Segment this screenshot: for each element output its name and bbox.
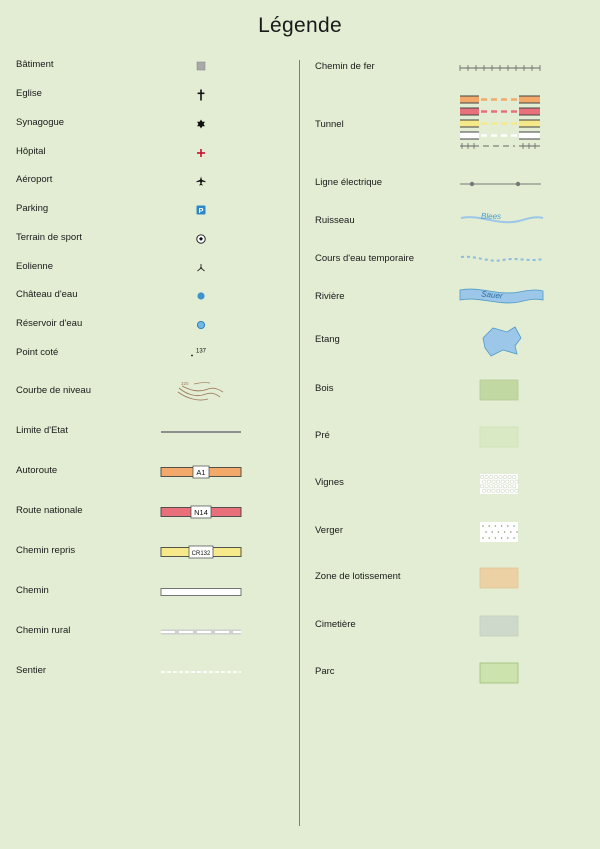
legend-label: Autoroute xyxy=(16,465,58,476)
legend-row xyxy=(0,261,600,272)
legend-row xyxy=(0,571,600,582)
contour-line-icon xyxy=(176,380,226,402)
residential-area xyxy=(479,567,521,589)
cemetery-area xyxy=(479,615,521,637)
legend-label: Chemin de fer xyxy=(315,61,375,72)
legend-title: Légende xyxy=(258,14,342,37)
legend-label: Synagogue xyxy=(16,117,65,128)
legend-row xyxy=(0,585,600,596)
legend-row xyxy=(0,545,600,557)
svg-text:CR132: CR132 xyxy=(191,550,211,557)
legend-row xyxy=(0,619,600,630)
vineyard-area xyxy=(479,473,521,495)
intermittent-stream-line xyxy=(459,254,545,266)
legend-label: Ligne électrique xyxy=(315,177,383,188)
legend-label: Vignes xyxy=(315,477,344,488)
rural-road-line xyxy=(160,628,242,636)
power-line xyxy=(459,180,543,188)
legend-label: Bois xyxy=(315,383,334,394)
legend-label: Ruisseau xyxy=(315,215,355,226)
legend-label: Parc xyxy=(315,666,335,677)
legend-label: Limite d'Etat xyxy=(16,425,68,436)
legend-row xyxy=(0,232,600,243)
meadow-area xyxy=(479,426,521,448)
legend-label: Sentier xyxy=(16,665,47,676)
legend-label: Château d'eau xyxy=(16,289,78,300)
church-icon xyxy=(196,89,206,101)
water-reservoir-icon xyxy=(196,320,206,330)
legend-label: Rivière xyxy=(315,291,345,302)
legend-row xyxy=(0,505,600,517)
national-road-line xyxy=(160,505,242,519)
orchard-area xyxy=(479,521,521,543)
park-area xyxy=(479,662,521,684)
water-tower-icon xyxy=(196,291,206,301)
legend-label: Courbe de niveau xyxy=(16,385,91,396)
legend-row xyxy=(0,334,600,345)
svg-text:Blees: Blees xyxy=(481,212,502,221)
railway-line xyxy=(459,65,543,71)
svg-text:Sauer: Sauer xyxy=(480,289,504,301)
legend-label: Terrain de sport xyxy=(16,232,83,243)
legend-label: Chemin rural xyxy=(16,625,71,636)
legend-row xyxy=(0,253,600,264)
legend-row xyxy=(0,212,600,226)
legend-label: Route nationale xyxy=(16,505,83,516)
state-border-line xyxy=(160,430,242,434)
spot-height-icon xyxy=(190,348,212,358)
svg-text:N14: N14 xyxy=(194,507,208,517)
forest-area xyxy=(479,379,521,401)
synagogue-icon xyxy=(196,119,206,129)
legend-row xyxy=(0,477,600,488)
legend-label: Parking xyxy=(16,203,49,214)
wind-turbine-icon xyxy=(196,263,206,273)
road-line xyxy=(160,587,242,597)
tunnel-lines xyxy=(459,94,543,158)
legend-label: Cours d'eau temporaire xyxy=(315,253,414,264)
legend-label: Eglise xyxy=(16,88,42,99)
legend-label: Eolienne xyxy=(16,261,53,272)
legend-label: Point coté xyxy=(16,347,59,358)
legend-label: Bâtiment xyxy=(16,59,54,70)
svg-text:P: P xyxy=(198,206,204,215)
pond-shape xyxy=(479,324,525,358)
legend-label: Zone de lotissement xyxy=(315,571,401,582)
regional-road-line xyxy=(160,545,242,559)
hospital-icon xyxy=(196,148,206,158)
parking-icon xyxy=(196,205,206,215)
legend-label: Verger xyxy=(315,525,343,536)
legend-label: Chemin repris xyxy=(16,545,76,556)
legend-label: Etang xyxy=(315,334,340,345)
legend-label: Tunnel xyxy=(315,119,344,130)
motorway-line xyxy=(160,465,242,479)
svg-text:A1: A1 xyxy=(196,467,206,477)
soccer-ball-icon xyxy=(196,234,206,244)
river-band xyxy=(457,285,545,311)
legend-row xyxy=(0,525,600,536)
legend-label: Pré xyxy=(315,430,330,441)
legend-label: Hôpital xyxy=(16,146,46,157)
legend-label: Réservoir d'eau xyxy=(16,318,83,329)
stream-line xyxy=(459,212,545,232)
svg-text:320: 320 xyxy=(181,381,189,386)
legend-label: Aéroport xyxy=(16,174,53,185)
legend-label: Cimetière xyxy=(315,619,356,630)
building-icon xyxy=(196,61,206,71)
legend-label: Chemin xyxy=(16,585,49,596)
legend-row xyxy=(0,203,600,215)
column-divider xyxy=(299,60,300,826)
svg-text:137: 137 xyxy=(196,348,207,355)
